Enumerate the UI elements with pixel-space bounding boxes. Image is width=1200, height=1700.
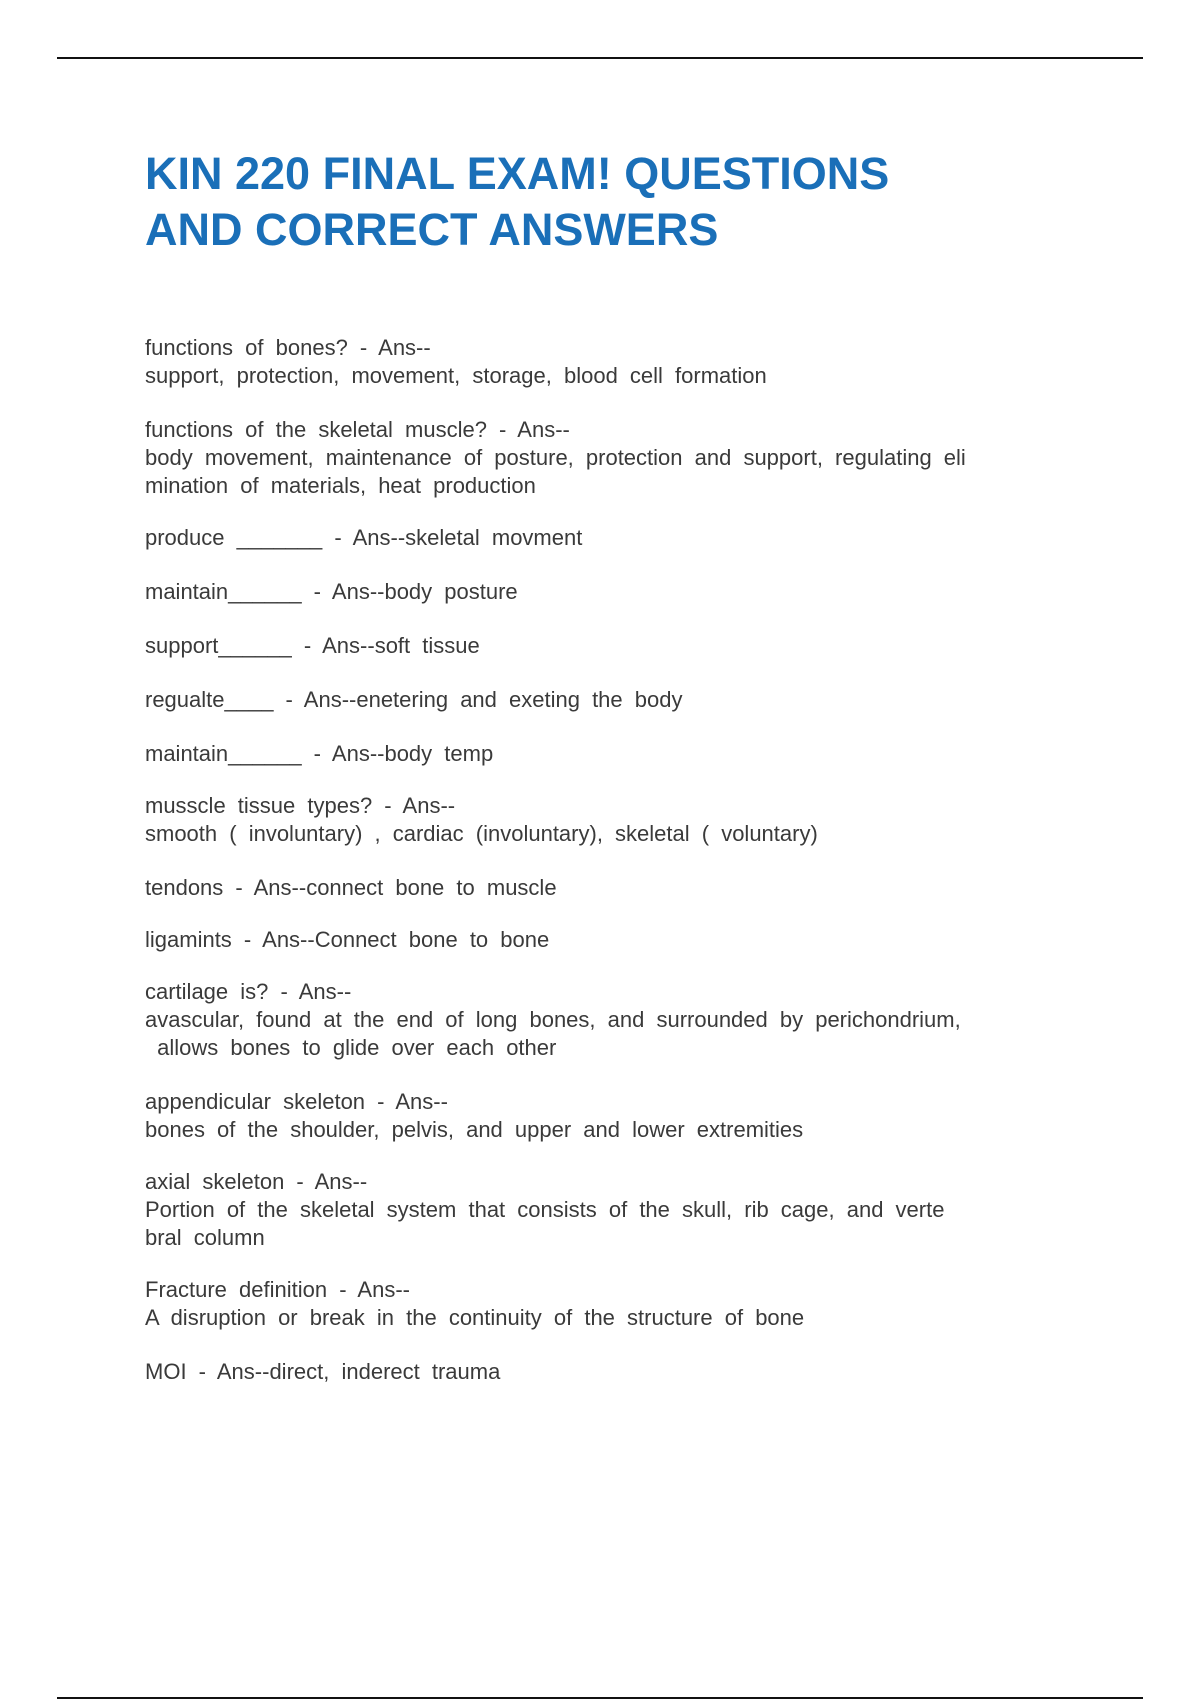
qa-question-line: cartilage is? - Ans-- (145, 979, 352, 1004)
qa-question-line: functions of bones? - Ans-- (145, 335, 431, 360)
qa-item (145, 1358, 1085, 1386)
qa-question-line: musscle tissue types? - Ans-- (145, 793, 456, 818)
qa-answer-line: A disruption or break in the continuity of the structure of bone (145, 1305, 805, 1330)
qa-item (145, 334, 1085, 390)
qa-answer-line: bones of the shoulder, pelvis, and upper and lower extremities (145, 1117, 804, 1142)
qa-question-line: axial skeleton - Ans-- (145, 1169, 368, 1194)
qa-item (145, 926, 1085, 954)
qa-item (145, 578, 1085, 606)
qa-item (145, 740, 1085, 768)
qa-question-line: Fracture definition - Ans-- (145, 1277, 410, 1302)
qa-item (145, 416, 1085, 500)
qa-item (145, 792, 1085, 848)
qa-question-line: produce _______ - Ans--skeletal movment (145, 525, 583, 550)
qa-question-line: functions of the skeletal muscle? - Ans-- (145, 417, 570, 442)
qa-question-line: MOI - Ans--direct, inderect trauma (145, 1359, 501, 1384)
qa-question-line: maintain______ - Ans--body posture (145, 579, 518, 604)
qa-answer-line: bral column (145, 1225, 265, 1250)
qa-list (145, 310, 1085, 1386)
qa-item (145, 978, 1085, 1062)
qa-item (145, 1276, 1085, 1332)
qa-question-line: ligamints - Ans--Connect bone to bone (145, 927, 550, 952)
qa-answer-line: mination of materials, heat production (145, 473, 536, 498)
page-title (145, 146, 1045, 258)
qa-question-line: regualte____ - Ans--enetering and exeting the body (145, 687, 683, 712)
qa-item (145, 632, 1085, 660)
top-rule (57, 57, 1143, 59)
bottom-rule (57, 1697, 1143, 1699)
qa-question-line: maintain______ - Ans--body temp (145, 741, 494, 766)
qa-answer-line: Portion of the skeletal system that consists of the skull, rib cage, and verte (145, 1197, 945, 1222)
title-line-1: KIN 220 FINAL EXAM! QUESTIONS (145, 148, 890, 199)
qa-item (145, 1168, 1085, 1252)
qa-item (145, 874, 1085, 902)
qa-item (145, 524, 1085, 552)
qa-question-line: appendicular skeleton - Ans-- (145, 1089, 448, 1114)
qa-answer-line: avascular, found at the end of long bones, and surrounded by perichondrium, (145, 1007, 961, 1032)
qa-question-line: support______ - Ans--soft tissue (145, 633, 480, 658)
qa-answer-line: body movement, maintenance of posture, protection and support, regulating eli (145, 445, 966, 470)
title-line-2: AND CORRECT ANSWERS (145, 204, 719, 255)
qa-item (145, 1088, 1085, 1144)
qa-answer-line: support, protection, movement, storage, blood cell formation (145, 363, 767, 388)
qa-answer-line: allows bones to glide over each other (145, 1035, 557, 1060)
qa-answer-line: smooth ( involuntary) , cardiac (involuntary), skeletal ( voluntary) (145, 821, 818, 846)
qa-item (145, 686, 1085, 714)
qa-question-line: tendons - Ans--connect bone to muscle (145, 875, 557, 900)
